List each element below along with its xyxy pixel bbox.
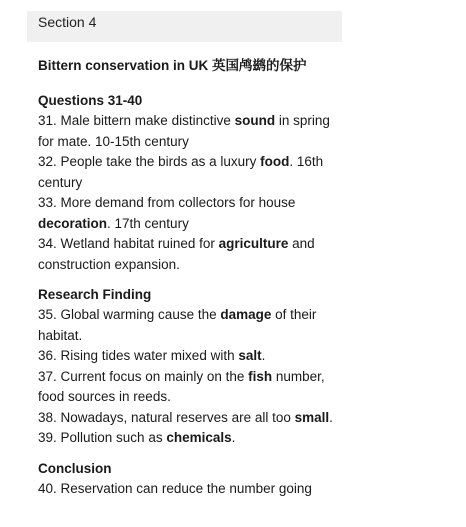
answer-keyword: fish (248, 368, 273, 384)
section-label: Section 4 (38, 14, 97, 30)
list-item: 35. Global warming cause the damage of their habitat. (38, 307, 317, 343)
document-content (38, 56, 338, 509)
list-item: 34. Wetland habitat ruined for agriculture and construction expansion. (38, 236, 315, 272)
list-item: 37. Current focus on mainly on the fish number, food sources in reeds. (38, 368, 325, 404)
answer-keyword: small (294, 409, 330, 425)
answer-keyword: food (260, 154, 290, 169)
list-item: 39. Pollution such as chemicals. (38, 430, 236, 445)
conclusion-group (38, 459, 338, 500)
list-item: 32. People take the birds as a luxury food. 16th century (38, 154, 324, 190)
group-heading: Conclusion (38, 460, 112, 476)
list-item: 31. Male bittern make distinctive sound in spring for mate. 10-15th century (38, 113, 330, 149)
list-item: 36. Rising tides water mixed with salt. (38, 348, 266, 363)
answer-keyword: agriculture (218, 236, 289, 251)
answer-keyword: chemicals (166, 430, 232, 445)
answer-keyword: salt (238, 348, 262, 363)
section-header (27, 11, 342, 42)
answer-keyword: sound (234, 113, 276, 128)
questions-group (38, 91, 338, 275)
list-item: 33. More demand from collectors for house decoration. 17th century (38, 195, 296, 231)
research-finding-group (38, 285, 338, 449)
group-heading: Questions 31-40 (38, 93, 143, 108)
list-item: 40. Reservation can reduce the number going (38, 480, 312, 496)
document-title: Bittern conservation in UK 英国鸬鹚的保护 (38, 58, 307, 73)
answer-keyword: damage (220, 307, 272, 322)
group-heading: Research Finding (38, 287, 152, 302)
answer-keyword: decoration (38, 215, 108, 231)
list-item: 38. Nowadays, natural reserves are all too small. (38, 409, 333, 425)
